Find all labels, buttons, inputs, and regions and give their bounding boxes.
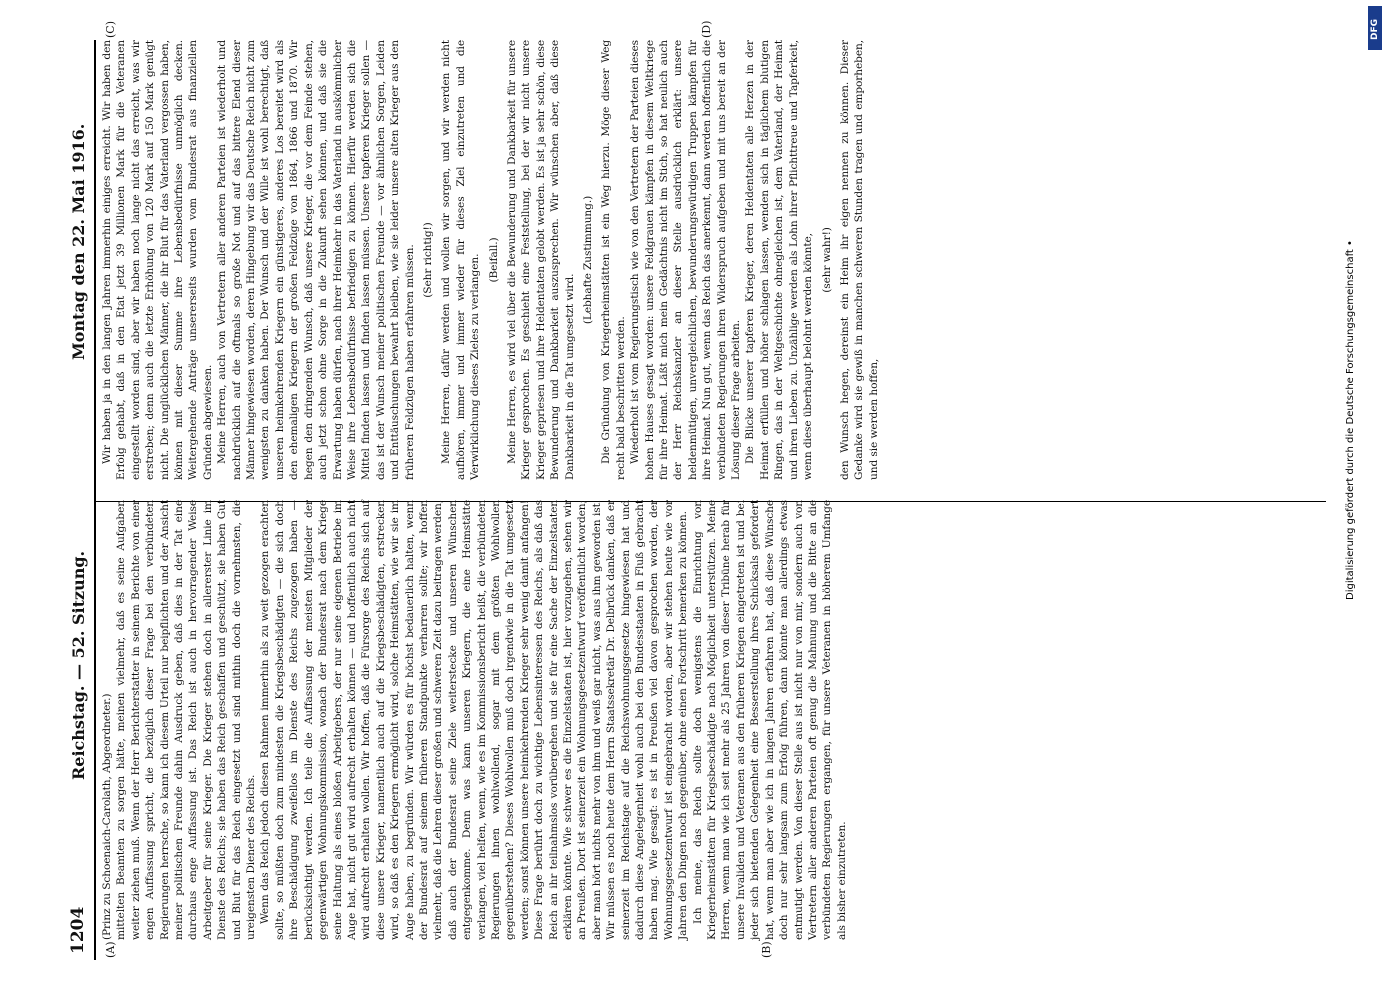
interjection: (Beifall.) (487, 237, 500, 283)
marker-a: (A) (104, 941, 117, 958)
paragraph: Meine Herren, dafür werden und wollen wir sorgen, und wir werden nicht aufhören, immer und immer wieder für dieses Ziel einzutreten und die Verwirklichung dieses Zieles zu verlangen. (440, 40, 482, 480)
marker-b: (B) (760, 941, 773, 958)
session-date: Montag den 22. Mai 1916. (69, 123, 88, 360)
paragraph: Wenn das Reich jedoch diesen Rahmen immerhin als zu weit gezogen erachten sollte, so müßten doch zum mindesten die Kriegsbeschädigten — die sich doch ihre Beschädigung zweifellos im Dienste des Reichs zugezogen haben — berücksichtigt werden. Ich teile die Auffassung der meisten Mitglieder der gegenwärtigen Wohnungskommission, wonach der Bundesrat nach dem Kriege seine Haltung als eines bloßen Arbeitgebers, der nur seine eigenen Betriebe im Auge hat, nicht gut wird aufrecht erhalten können — und hoffentlich auch nicht wird aufrecht erhalten wollen. Wir hoffen, daß die Fürsorge des Reichs sich auf diese unsere Krieger, namentlich auch auf die Kriegsbeschädigten, erstrecken wird, so daß es den Kriegern ermöglicht wird, solche Heimstätten, wie wir sie im Auge haben, zu begründen. Wir würden es für höchst bedauerlich halten, wenn der Bundesrat auf seinem früheren Standpunkte verharren sollte; wir hoffen vielmehr, daß die Lehren dieser großen und schweren Zeit dazu beitragen werden, daß auch der Bundesrat seine Ziele weiterstecke und unseren Wünschen entgegenkomme. Denn was kann unseren Kriegern, die eine Heimstätte verlangen, viel helfen, wenn, wie es im Kommissionsbericht heißt, die verbündeten Regierungen ihnen wohlwollend, sogar mit dem größten Wohlwollen gegenüberstehen? Dieses Wohlwollen muß doch irgendwie in die Tat umgesetzt werden; sonst können unsere heimkehrenden Krieger sehr wenig damit anfangen! Diese Frage berührt doch zu wichtige Lebensinteressen des Reichs, als daß das Reich an ihr teilnahmslos vorübergehen und sie für eine Sache der Einzelstaaten erklären könnte. Wie schwer es die Einzelstaaten ist, hier vorzugehen, sehen wir an Preußen. Dort ist seinerzeit ein Wohnungsgesetzentwurf veröffentlicht worden; aber man hört nichts mehr von ihm und weiß gar nicht, was aus ihm geworden ist. Wir müssen es noch heute dem Herrn Staatssekretär Dr. Delbrück danken, daß er seinerzeit im Reichstage auf die Reichswohnungsgesetze hingewiesen hat und dadurch diese Angelegenheit wohl auch bei den Bundesstaaten in Fluß gebracht haben mag. Wie gesagt: es ist in Preußen viel davon gesprochen worden, der Wohnungsgesetzentwurf ist eingebracht worden, aber wir stehen heute wie vor Jahren den Dingen noch gegenüber, ohne einen Fortschritt bemerken zu können. (259, 500, 690, 940)
dfg-logo-text: DFG (1370, 18, 1380, 40)
paragraph: Ich meine, das Reich sollte doch wenigstens die Einrichtung von Kriegerheimstätten für Kriegsbeschädigte nach Möglichkeit unterstützen. Meine Herren, wenn man wie ich seit mehr als 25 Jahren von dieser Tribüne herab für unsere Invaliden und Veteranen aus den früheren Kriegen eingetreten ist und bei jeder sich bietenden Gelegenheit eine Besserstellung ihres Schicksals gefordert hat, wenn man aber wie ich in langen Jahren erfahren hat, daß diese Wünsche doch nur sehr langsam zum Erfolg führen, dann könnte man allerdings etwas entmutigt werden. Von dieser Stelle aus ist nicht nur von mir, sondern auch von Vertretern aller anderen Parteien oft genug die Mahnung und die Bitte an die verbündeten Regierungen ergangen, für unsere Veteranen in höherem Umfange als bisher einzutreten. (691, 500, 848, 940)
paragraph: Meine Herren, es wird viel über die Bewunderung und Dankbarkeit für unsere Krieger gesprochen. Es geschieht eine Feststellung, bei der wir nicht unsere Krieger gepriesen und ihre Heldentaten gelobt werden. Es ist ja sehr schön, diese Bewunderung und Dankbarkeit auszusprechen. Wir wünschen aber, daß diese Dankbarkeit in die Tat umgesetzt wird. (505, 40, 576, 480)
page-header (60, 40, 96, 960)
digitization-credit: Digitalisierung gefördert durch die Deutsche Forschungsgemeinschaft • (1345, 240, 1356, 600)
interjection: (Sehr richtig!) (421, 222, 434, 298)
dfg-logo (1368, 6, 1382, 50)
marker-c: (C) (104, 21, 117, 38)
paragraph: Wiederholt ist vom Regierungstisch wie von den Vertretern der Parteien dieses hohen Hauses gesagt worden: unsere Feldgrauen kämpfen in diesem Weltkriege für ihre Heimat. Läßt mich mein Gedächtnis nicht im Stich, so hat neulich auch der Herr Reichskanzler an dieser Stelle ausdrücklich erklärt: unsere heldenmütigen, unvergleichlichen, bewunderungswürdigen Truppen kämpfen für ihre Heimat. Nun gut, wenn das Reich das anerkennt, dann werden hoffentlich die verbündeten Regierungen ihren Widerspruch aufgeben und mit uns bereit an der Lösung dieser Frage arbeiten. (629, 40, 743, 480)
interjection: (Lebhafte Zustimmung.) (582, 195, 594, 325)
paragraph: den Wunsch hegen, dereinst ein Heim ihr eigen nennen zu können. Dieser Gedanke wird sie gewiß in manchen schweren Stunden tragen und emporheben, und sie werden hoffen, (838, 40, 880, 480)
interjection: (sehr wahr!) (820, 227, 833, 293)
right-column (100, 40, 881, 480)
page-number: 1204 (68, 906, 88, 954)
marker-d: (D) (700, 20, 713, 38)
left-column (100, 500, 849, 940)
paragraph: mittelten Beamten zu sorgen hätte, meinen vielmehr, daß es seine Aufgaben weiter ziehen muß. Wenn der Herr Berichterstatter in seinem Berichte von einer engen Auffassung spricht, die bezüglich dieser Frage bei den verbündeten Regierungen herrsche, so kann ich diesem Urteil nur beipflichten und der Ansicht meiner politischen Freunde dahin Ausdruck geben, daß dies in der Tat eine durchaus enge Auffassung ist. Das Reich ist auch in hervorragender Weise Arbeitgeber für seine Krieger. Die Krieger stehen doch in allererster Linie im Dienste des Reichs; sie haben das Reich geschaffen und geschützt, sie haben Gut und Blut für das Reich eingesetzt und sind mithin doch die vornehmsten, die ureigensten Diener des Reichs. (115, 500, 258, 940)
paragraph: Die Gründung von Kriegerheimstätten ist ein Weg hierzu. Möge dieser Weg recht bald beschritten werden. (600, 40, 627, 480)
speaker-line: (Prinz zu Schoenaich-Carolath, Abgeordneter.) (101, 693, 113, 940)
paragraph: Die Blicke unserer tapferen Krieger, deren Heldentaten alle Herzen in der Heimat erfüllen und höher schlagen lassen, wenden sich in täglichem blutigen Ringen, das in der Weltgeschichte ohnegleichen ist, dem Vaterland, der Heimat und ihren Lieben zu. Unzählige werden als Lohn ihrer Pflichttreue und Tapferkeit, wenn diese überhaupt belohnt werden könnte, (744, 40, 815, 480)
paragraph: Meine Herren, auch von Vertretern aller anderen Parteien ist wiederholt und nachdrücklich auf die oftmals so große Not und auf das bittere Elend dieser Männer hingewiesen worden, deren Hingebung wir das Deutsche Reich nicht zum wenigsten zu danken haben. Der Wunsch und der Wille ist wohl berechtigt, daß unseren heimkehrenden Kriegern ein günstigeres, anderes Los bereitet wird als den ehemaligen Kriegern der großen Feldzüge von 1864, 1866 und 1870. Wir hegen den dringenden Wunsch, daß unsere Krieger, die vor dem Feinde stehen, auch jetzt schon ohne Sorge in die Zukunft sehen können, und daß sie die Erwartung haben dürfen, nach ihrer Heimkehr in das Vaterland in auskömmlicher Weise ihre Lebensbedürfnisse befriedigen zu können. Hierfür werden sich die Mittel finden lassen und finden lassen müssen. Unsere tapferen Krieger sollen — das ist der Wunsch meiner politischen Freunde — vor ähnlichen Sorgen, Leiden und Enttäuschungen bewahrt bleiben, wie sie leider unsere alten Krieger aus den früheren Feldzügen haben erfahren müssen. (216, 40, 416, 480)
paragraph: Wir haben ja in den langen Jahren immerhin einiges erreicht. Wir haben den Erfolg gehabt, daß in den Etat jetzt 39 Millionen Mark für die Veteranen eingestellt worden sind, aber wir haben noch lange nicht das erreicht, was wir erstreben; denn auch die letzte Erhöhung von 120 Mark auf 150 Mark genügt nicht. Die unglücklichen Männer, die ihr Blut für das Vaterland vergossen haben, können mit dieser Summe ihre Lebensbedürfnisse unmöglich decken. Weitergehende Anträge unsererseits wurden vom Bundesrat aus finanziellen Gründen abgewiesen. (101, 40, 214, 480)
session-title: Reichstag. — 52. Sitzung. (69, 550, 88, 780)
